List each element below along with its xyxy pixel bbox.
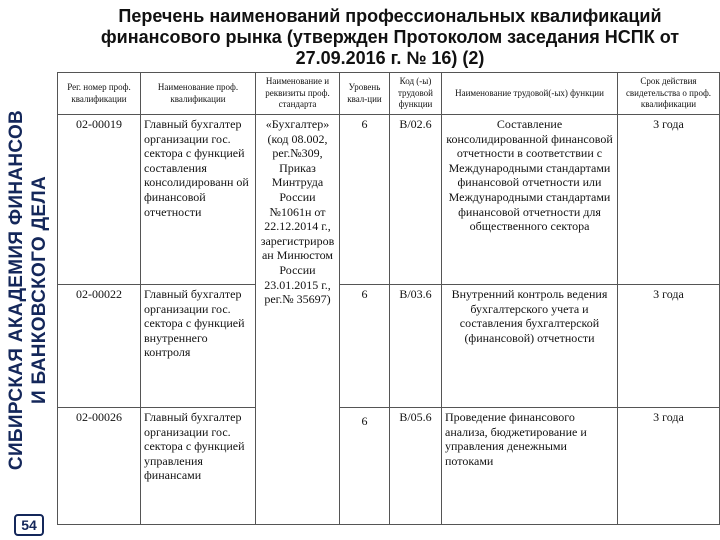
cell-term: 3 года: [618, 408, 720, 525]
cell-func-name: Составление консолидированной финансовой отчетности в соответствии с Международными стандартами финансовой отчетности или Международными стандартами финансовой отчетности для общественного сектора: [442, 115, 618, 285]
cell-func-code: В/03.6: [390, 285, 442, 408]
cell-reg-no: 02-00019: [58, 115, 141, 285]
cell-qualification-name: Главный бухгалтер организации гос. сектора с функцией внутреннего контроля: [141, 285, 256, 408]
cell-level: 6: [340, 408, 390, 525]
cell-reg-no: 02-00022: [58, 285, 141, 408]
page-number: 54: [14, 514, 44, 536]
cell-term: 3 года: [618, 115, 720, 285]
title-line1: Перечень наименований профессиональных квалификаций: [118, 6, 662, 26]
header-standard: Наименование и реквизиты проф. стандарта: [256, 73, 340, 115]
header-level: Уровень квал-ции: [340, 73, 390, 115]
cell-qualification-name: Главный бухгалтер организации гос. сектора с функцией управления финансами: [141, 408, 256, 525]
academy-name-line2: И БАНКОВСКОГО ДЕЛА: [29, 175, 50, 405]
qualifications-table: [57, 72, 720, 525]
cell-level: 6: [340, 285, 390, 408]
header-func-name: Наименование трудовой(-ых) функции: [442, 73, 618, 115]
header-name: Наименование проф. квалификации: [141, 73, 256, 115]
header-reg-no: Рег. номер проф. квалификации: [58, 73, 141, 115]
table-header-row: [58, 73, 720, 115]
cell-standard: «Бухгалтер» (код 08.002, рег.№309, Приказ Минтруда России №1061н от 22.12.2014 г., зарегистриров ан Минюстом России 23.01.2015 г., рег.№ 35697): [256, 115, 340, 408]
title-line2: финансового рынка (утвержден Протоколом заседания НСПК от: [100, 27, 680, 47]
header-term: Срок действия свидетельства о проф. квалификации: [618, 73, 720, 115]
cell-qualification-name: Главный бухгалтер организации гос. сектора с функцией составления консолидированн ой финансовой отчетности: [141, 115, 256, 285]
academy-name-line1: СИБИРСКАЯ АКАДЕМИЯ ФИНАНСОВ: [6, 109, 27, 471]
cell-term: 3 года: [618, 285, 720, 408]
academy-name-vertical: [5, 110, 51, 470]
cell-func-name: Внутренний контроль ведения бухгалтерского учета и составления бухгалтерской (финансовой) отчетности: [442, 285, 618, 408]
cell-func-name: Проведение финансового анализа, бюджетирование и управления денежными потоками: [442, 408, 618, 525]
cell-reg-no: 02-00026: [58, 408, 141, 525]
page-title: [60, 6, 720, 69]
table-row: [58, 115, 720, 285]
cell-standard-continued: [256, 408, 340, 525]
cell-level: 6: [340, 115, 390, 285]
cell-func-code: В/02.6: [390, 115, 442, 285]
table-row: [58, 408, 720, 525]
title-line3: 27.09.2016 г. № 16) (2): [295, 48, 485, 68]
table-row: [58, 285, 720, 408]
cell-func-code: В/05.6: [390, 408, 442, 525]
sidebar: [0, 0, 56, 540]
header-func-code: Код (-ы) трудовой функции: [390, 73, 442, 115]
